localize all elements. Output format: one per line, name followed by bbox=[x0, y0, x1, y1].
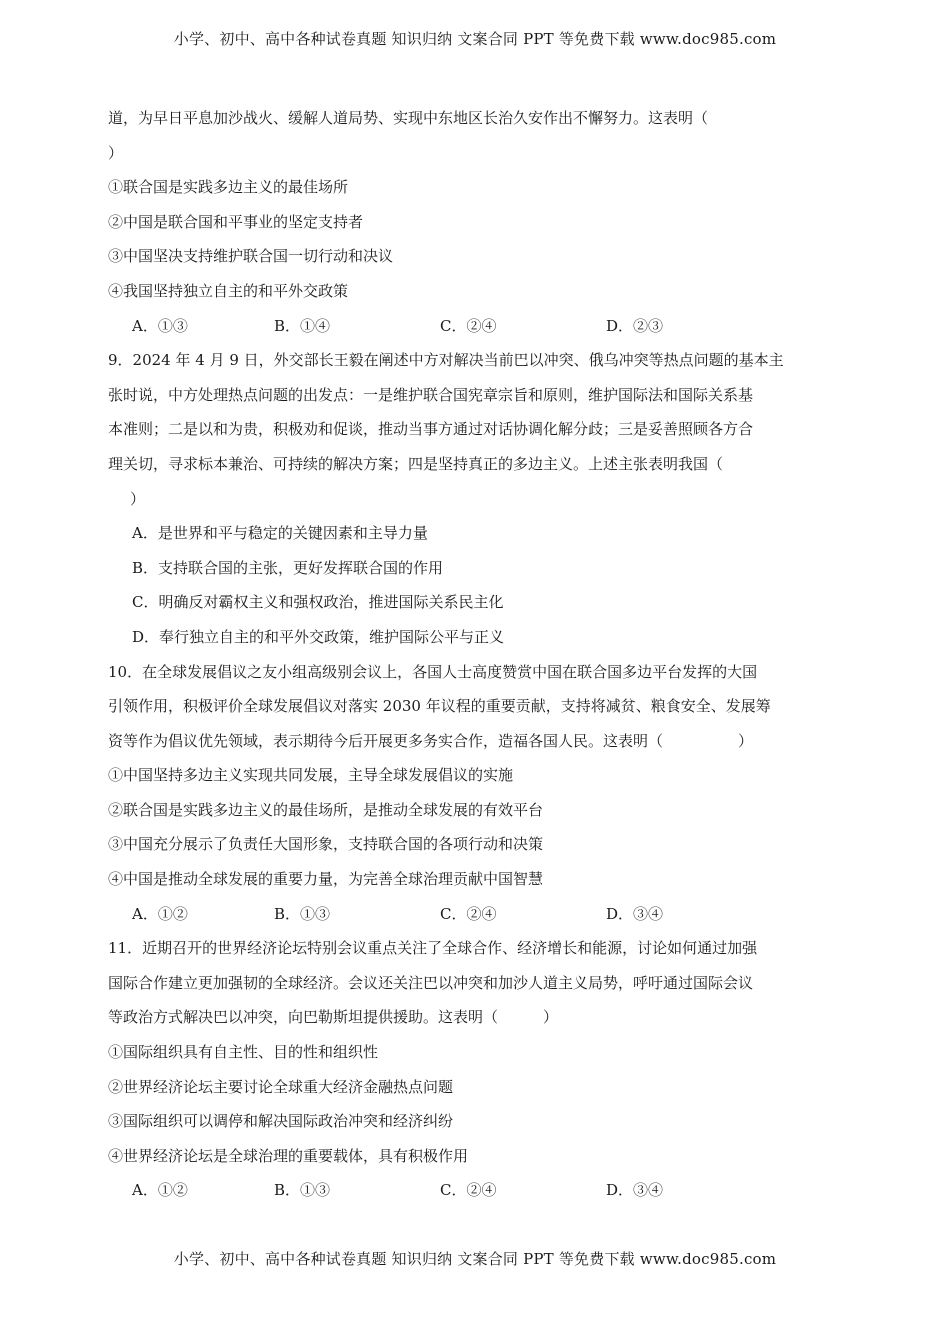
q10-stem-line: 引领作用，积极评价全球发展倡议对落实 2030 年议程的重要贡献，支持将减贫、粮食安全、发展筹 bbox=[108, 697, 771, 716]
q9-stem-line: 理关切，寻求标本兼治、可持续的解决方案；四是坚持真正的多边主义。上述主张表明我国（ bbox=[108, 454, 724, 473]
q11-stem-line: 等政治方式解决巴以冲突，向巴勒斯坦提供援助。这表明（ ） bbox=[108, 1008, 559, 1027]
q10-statement: ②联合国是实践多边主义的最佳场所，是推动全球发展的有效平台 bbox=[108, 800, 544, 819]
q8-statement: ③中国坚决支持维护联合国一切行动和决议 bbox=[108, 247, 394, 266]
q11-statement: ④世界经济论坛是全球治理的重要载体，具有积极作用 bbox=[108, 1146, 469, 1165]
q10-statement: ①中国坚持多边主义实现共同发展，主导全球发展倡议的实施 bbox=[108, 766, 514, 785]
q8-choice-b[interactable]: B．①④ bbox=[274, 316, 331, 335]
q11-statement: ③国际组织可以调停和解决国际政治冲突和经济纠纷 bbox=[108, 1112, 454, 1131]
q10-stem-line: 资等作为倡议优先领域，表示期待今后开展更多务实合作，造福各国人民。这表明（ ） bbox=[108, 731, 754, 750]
q8-choices bbox=[108, 309, 844, 344]
q11-choices bbox=[108, 1173, 844, 1208]
q10-choice-c[interactable]: C．②④ bbox=[440, 904, 497, 923]
q9-stem-line: 9．2024 年 4 月 9 日，外交部长王毅在阐述中方对解决当前巴以冲突、俄乌冲突等热点问题的基本主 bbox=[108, 351, 784, 370]
q8-choice-a[interactable]: A．①③ bbox=[132, 316, 188, 335]
q9-choice-d[interactable]: D．奉行独立自主的和平外交政策，维护国际公平与正义 bbox=[132, 627, 505, 646]
question-content bbox=[108, 101, 844, 1208]
q11-statement: ②世界经济论坛主要讨论全球重大经济金融热点问题 bbox=[108, 1077, 454, 1096]
q11-stem-line: 11．近期召开的世界经济论坛特别会议重点关注了全球合作、经济增长和能源，讨论如何通过加强 bbox=[108, 939, 758, 958]
q8-choice-d[interactable]: D．②③ bbox=[606, 316, 664, 335]
q11-choice-d[interactable]: D．③④ bbox=[606, 1181, 664, 1200]
q9-stem-line: 张时说，中方处理热点问题的出发点：一是维护联合国宪章宗旨和原则，维护国际法和国际关系基 bbox=[108, 385, 754, 404]
q8-statement: ①联合国是实践多边主义的最佳场所 bbox=[108, 178, 349, 197]
q10-choice-a[interactable]: A．①② bbox=[132, 904, 188, 923]
q10-stem-line: 10．在全球发展倡议之友小组高级别会议上，各国人士高度赞赏中国在联合国多边平台发挥的大国 bbox=[108, 662, 758, 681]
q9-choice-a[interactable]: A．是世界和平与稳定的关键因素和主导力量 bbox=[132, 524, 428, 543]
q9-choice-c[interactable]: C．明确反对霸权主义和强权政治，推进国际关系民主化 bbox=[132, 593, 504, 612]
q11-choice-b[interactable]: B．①③ bbox=[274, 1181, 331, 1200]
q10-statement: ④中国是推动全球发展的重要力量，为完善全球治理贡献中国智慧 bbox=[108, 870, 544, 889]
q11-statement: ①国际组织具有自主性、目的性和组织性 bbox=[108, 1043, 379, 1062]
page-footer: 小学、初中、高中各种试卷真题 知识归纳 文案合同 PPT 等免费下载 www.doc985.com bbox=[173, 1250, 777, 1268]
page-header: 小学、初中、高中各种试卷真题 知识归纳 文案合同 PPT 等免费下载 www.doc985.com bbox=[173, 30, 777, 48]
q8-statement: ②中国是联合国和平事业的坚定支持者 bbox=[108, 212, 364, 231]
q10-choices bbox=[108, 897, 844, 932]
q8-stem-line: ） bbox=[108, 143, 124, 162]
q11-stem-line: 国际合作建立更加强韧的全球经济。会议还关注巴以冲突和加沙人道主义局势，呼吁通过国际会议 bbox=[108, 973, 754, 992]
q11-choice-a[interactable]: A．①② bbox=[132, 1181, 188, 1200]
q10-choice-b[interactable]: B．①③ bbox=[274, 904, 331, 923]
q8-choice-c[interactable]: C．②④ bbox=[440, 316, 497, 335]
q9-stem-line: ） bbox=[130, 489, 146, 508]
q9-choice-b[interactable]: B．支持联合国的主张，更好发挥联合国的作用 bbox=[132, 558, 444, 577]
q10-statement: ③中国充分展示了负责任大国形象，支持联合国的各项行动和决策 bbox=[108, 835, 544, 854]
q9-stem-line: 本准则；二是以和为贵，积极劝和促谈，推动当事方通过对话协调化解分歧；三是妥善照顾各方合 bbox=[108, 420, 754, 439]
q10-choice-d[interactable]: D．③④ bbox=[606, 904, 664, 923]
q11-choice-c[interactable]: C．②④ bbox=[440, 1181, 497, 1200]
q8-statement: ④我国坚持独立自主的和平外交政策 bbox=[108, 281, 349, 300]
q8-stem-line: 道，为早日平息加沙战火、缓解人道局势、实现中东地区长治久安作出不懈努力。这表明（ bbox=[108, 109, 709, 127]
